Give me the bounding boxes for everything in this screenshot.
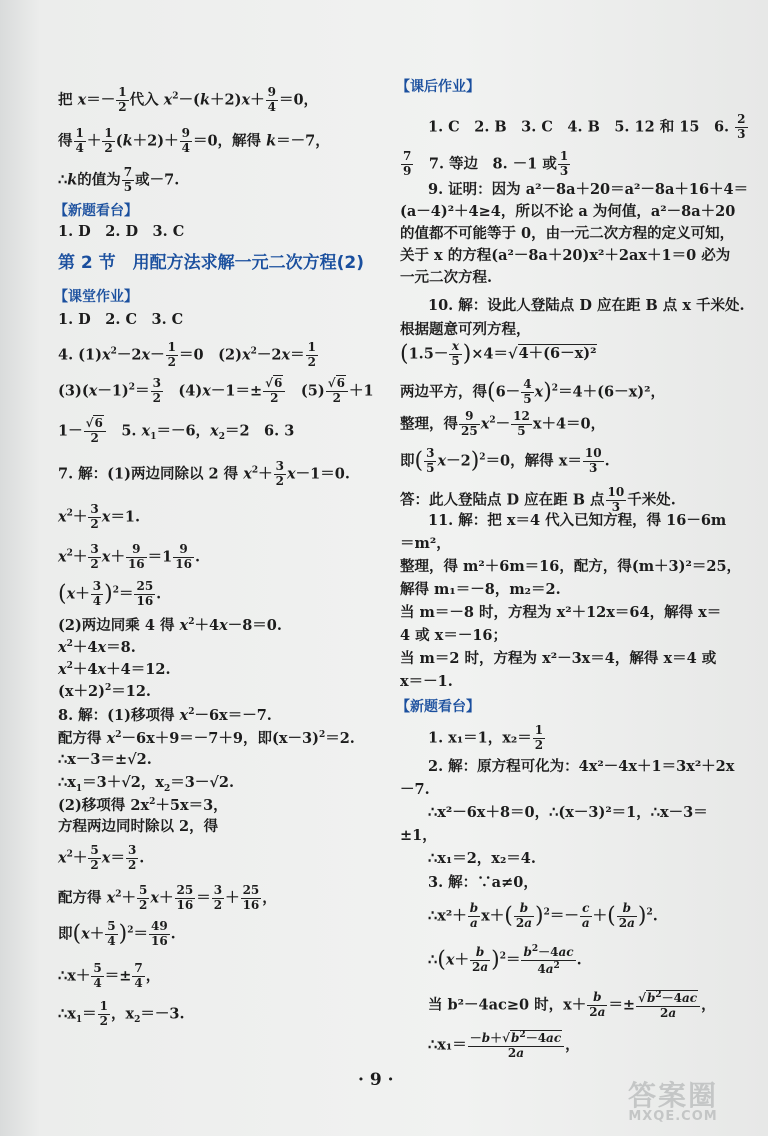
nl-q2-line5: ∴x₁＝2，x₂＝4. xyxy=(428,850,536,867)
watermark-logo xyxy=(628,1079,719,1124)
q9-line4: 关于 x 的方程(a²－8a＋20)x²＋2ax＋1＝0 必为 xyxy=(400,247,731,264)
q8-line2: 配方得 $x^2-6x+9=-7+9$，即$(x-3)^2=2$. xyxy=(58,729,355,747)
nl-q3-line1: 3. 解：∵a≠0， xyxy=(428,874,538,891)
q11-line3: 整理，得 m²＋6m＝16，配方，得(m＋3)²＝25， xyxy=(400,558,742,575)
q9-line3: 的值都不可能等于 0，由一元二次方程的定义可知， xyxy=(400,225,735,242)
q11-line5: 当 m＝－8 时，方程为 x²＋12x＝64，解得 x＝ xyxy=(400,604,722,621)
tag-new-look-2: 【新题看台】 xyxy=(396,699,480,715)
q11-line6: 4 或 x＝－16； xyxy=(400,627,508,644)
nl-q2-line4: ±1， xyxy=(400,827,437,844)
q11-line8: x＝－1. xyxy=(400,673,453,690)
q11-line2: ＝m²， xyxy=(400,535,451,552)
q9-line2: (a－4)²＋4≥4，所以不论 a 为何值，a²－8a＋20 xyxy=(400,203,736,220)
q7-line3: $x^2+$ $\frac{3}{2}$ x＋ $\frac{9}{16}$ ＝1 $\frac{9}{16}$ . xyxy=(58,542,200,571)
q8-line8: 配方得 $x^2+$ $\frac{5}{2}$ x＋ $\frac{25}{16}$ ＝ $\frac{3}{2}$ ＋ $\frac{25}{16}$ ， xyxy=(58,883,277,912)
q8-line11: $\therefore x_1=$ $\frac{1}{2}$ ，$x_2=-3$. xyxy=(58,999,185,1028)
new-look-answers: 1. D 2. D 3. C xyxy=(58,223,185,240)
nl-q2-line3: ∴x²－6x＋8＝0，∴(x－3)²＝1，∴x－3＝ xyxy=(428,804,708,821)
watermark-text: 答案圈 xyxy=(628,1079,719,1112)
q4-line1: 4. $(1)x^2-2x-$ $\frac{1}{2}$ ＝0 $(2)x^2-2x=$ $\frac{1}{2}$ xyxy=(58,340,316,369)
nl-q3-line4: 当 b²－4ac≥0 时，x＋ $\frac{b}{2a}$ ＝± $\frac{√b^2-4ac}{2a}$ ， xyxy=(428,990,716,1020)
nl-q3-line5: ∴x₁＝ $\frac{-b+√b^2-4ac}{2a}$ ， xyxy=(428,1030,580,1060)
q11-line4: 解得 m₁＝－8，m₂＝2. xyxy=(400,581,561,598)
q8-line10: ∴x＋ $\frac{5}{4}$ ＝± $\frac{7}{4}$ ， xyxy=(58,961,161,990)
q7-line8: $(x+2)^2=12$. xyxy=(58,682,151,700)
hw-answers-1: 1. C 2. B 3. C 4. B 5. 12 和 15 6. $\frac{2}{3}$ xyxy=(428,112,746,141)
nl-q2-line1: 2. 解：原方程可化为：4x²－4x＋1＝3x²＋2x xyxy=(428,758,735,775)
tag-homework: 【课后作业】 xyxy=(396,79,480,95)
q9-line5: 一元二次方程. xyxy=(400,269,493,286)
q7-line5: (2)两边同乘 4 得 $x^2+4x-8=0$. xyxy=(58,616,282,634)
nl-q3-line2: ∴x²＋ $\frac{b}{a}$ x＋( $\frac{b}{2a}$ )$^2$＝－ $\frac{c}{a}$ ＋( $\frac{b}{2a}$ )$^2$. xyxy=(428,901,658,930)
page-number: · 9 · xyxy=(358,1070,394,1090)
q4-line2: $(3)(x-1)^2=$ $\frac{3}{2}$ (4)x－1＝± $\frac{√6}{2}$ (5) $\frac{√6}{2}$ ＋1 xyxy=(58,376,374,405)
q10-line1: 10. 解：设此人登陆点 D 应在距 B 点 x 千米处. xyxy=(428,297,745,314)
q11-line1: 11. 解：把 x＝4 代入已知方程，得 16－6m xyxy=(428,512,727,529)
nl-q1: 1. x₁＝1，x₂＝ $\frac{1}{2}$ xyxy=(428,723,544,752)
q7-line6: $x^2+4x=8$. xyxy=(58,638,136,656)
q7-line1: 7. 解：(1)两边同除以 2 得 $x^2+$ $\frac{3}{2}$ x－1＝0. xyxy=(58,459,350,488)
q8-line4: $\therefore x_1=3+√2$，$x_2=3-√2$. xyxy=(58,774,235,794)
q10-line7: 答：此人登陆点 D 应在距 B 点 $\frac{10}{3}$ 千米处. xyxy=(400,485,676,514)
section-title: 第 2 节 用配方法求解一元二次方程(2) xyxy=(58,253,365,273)
line-k-values: ∴k的值为 $\frac{7}{5}$ 或－7. xyxy=(58,165,180,194)
q8-line6: 方程两边同时除以 2，得 xyxy=(58,818,219,835)
q7-line4: (x＋ $\frac{3}{4}$ )$^2$＝ $\frac{25}{16}$ . xyxy=(58,579,162,608)
q10-line5: 整理，得 $\frac{9}{25}$ $x^2-$ $\frac{12}{5}$ x＋4＝0， xyxy=(400,409,606,438)
q10-line2: 根据题意可列方程， xyxy=(400,321,531,338)
nl-q3-line3: ∴(x＋ $\frac{b}{2a}$ )$^2$＝ $\frac{b^2-4ac}{4a^2}$ . xyxy=(428,944,582,976)
q8-line3: ∴x－3＝±√2. xyxy=(58,751,152,768)
hw-answers-2: $\frac{7}{9}$ 7. 等边 8. －1 或 $\frac{1}{3}$ xyxy=(403,149,569,178)
q10-line6: 即( $\frac{3}{5}$ x－2)$^2$＝0，解得 x＝ $\frac{10}{3}$ . xyxy=(400,446,610,475)
q8-line7: $x^2+$ $\frac{5}{2}$ x＝ $\frac{3}{2}$ . xyxy=(58,843,145,872)
q10-line3: (1.5－ $\frac{x}{5}$ )×4＝√4＋(6－x)² xyxy=(400,339,597,368)
q8-line9: 即(x＋ $\frac{5}{4}$ )$^2$＝ $\frac{49}{16}$ . xyxy=(58,919,176,948)
q11-line7: 当 m＝2 时，方程为 x²－3x＝4，解得 x＝4 或 xyxy=(400,650,717,667)
watermark-url: MXQE.COM xyxy=(628,1109,718,1124)
tag-class-work: 【课堂作业】 xyxy=(54,289,138,305)
q8-line1: 8. 解：(1)移项得 $x^2-6x=-7$. xyxy=(58,706,272,724)
q7-line7: $x^2+4x+4=12$. xyxy=(58,660,171,678)
tag-new-look-1: 【新题看台】 xyxy=(54,203,138,219)
q9-line1: 9. 证明：因为 a²－8a＋20＝a²－8a＋16＋4＝ xyxy=(428,181,749,198)
q8-line5: (2)移项得 $2x^2+5x=3$， xyxy=(58,796,228,814)
line-substitute: 把 x＝－ $\frac{1}{2}$ 代入 $x^2-(k+2)x+$ $\frac{9}{4}$ ＝0， xyxy=(58,85,319,114)
nl-q2-line2: －7. xyxy=(400,781,430,798)
line-solve-k: 得 $\frac{1}{4}$ ＋ $\frac{1}{2}$ (k＋2)＋ $\frac{9}{4}$ ＝0，解得 k＝－7， xyxy=(58,126,330,155)
class-work-answers: 1. D 2. C 3. C xyxy=(58,311,184,328)
q7-line2: $x^2+$ $\frac{3}{2}$ x＝1. xyxy=(58,502,141,531)
q5-line: 1－ $\frac{√6}{2}$ 5. $x_1=-6$，$x_2=2$ 6. 3 xyxy=(58,416,295,445)
q10-line4: 两边平方，得(6－ $\frac{4}{5}$ x)$^2$＝4＋(6－x)²， xyxy=(400,377,665,406)
